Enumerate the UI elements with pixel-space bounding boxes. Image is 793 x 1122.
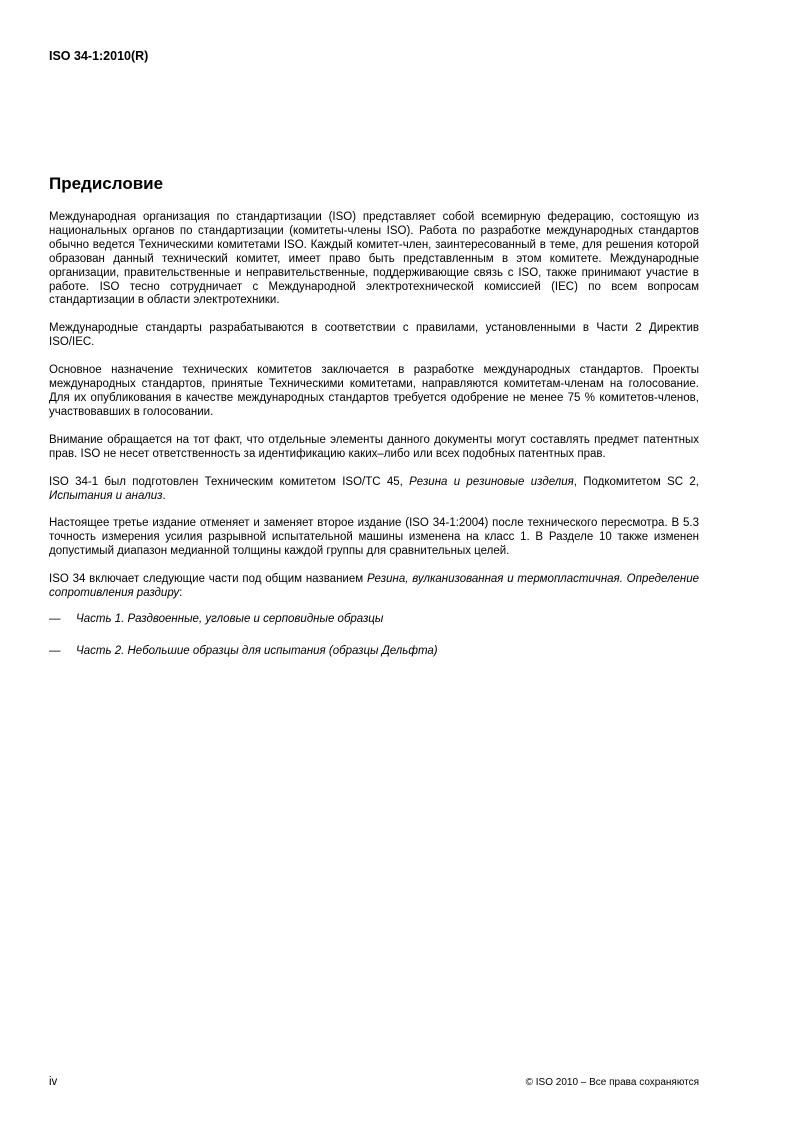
list-item-text: Часть 2. Небольшие образцы для испытания (образцы Дельфта) (76, 644, 438, 657)
page-number: iv (49, 1076, 58, 1088)
paragraph-committee-task: Основное назначение технических комитетов заключается в разработке международных стандартов. Проекты международных стандартов, принятые Техническими комитетами, направляются комитетам-членам на голосование. Для их опубликования в качестве международных стандартов требуется одобрение не менее 75 % комитетов-членов, участвовавших в голосовании. (49, 364, 699, 418)
paragraph-prepared-by (49, 476, 699, 504)
copyright-notice: © ISO 2010 – Все права сохраняются (525, 1077, 699, 1088)
parts-intro-end: : (179, 587, 183, 600)
list-dash: — (49, 612, 61, 625)
prepared-by-sub: , Подкомитетом SC 2, (573, 475, 699, 488)
list-dash: — (49, 644, 61, 657)
paragraph-parts-intro (49, 573, 699, 601)
prepared-by-text: ISO 34-1 был подготовлен Техническим комитетом ISO/TC 45, (49, 475, 410, 488)
parts-intro-text: ISO 34 включает следующие части под общим названием (49, 573, 367, 586)
paragraph-iso-organization: Международная организация по стандартизации (ISO) представляет собой всемирную федерацию, состоящую из национальных органов по стандартизации (комитеты-члены ISO). Работа по разработке международных стандартов обычно ведется Техническими комитетами ISO. Каждый комитет-член, заинтересованный в теме, для решения которой образован данный технический комитет, имеет право быть представленным в этом комитете. Международные организации, правительственные и неправительственные, поддерживающие связь с ISO, также принимают участие в работе. ISO тесно сотрудничает с Международной электротехнической комиссией (IEC) по всем вопросам стандартизации в области электротехники. (49, 211, 699, 307)
parts-list (49, 613, 699, 659)
page-title: Предисловие (49, 174, 164, 193)
committee-title: Резина и резиновые изделия (409, 475, 574, 488)
paragraph-directives: Международные стандарты разрабатываются в соответствии с правилами, установленными в Части 2 Директив ISO/IEC. (49, 322, 699, 349)
subcommittee-title: Испытания и анализ (49, 489, 163, 502)
document-body (49, 211, 699, 677)
general-title: Резина, вулканизованная и термопластичная. Определение сопротивления раздиру (49, 573, 699, 600)
document-id: ISO 34-1:2010(R) (49, 49, 149, 63)
prepared-by-end: . (162, 489, 166, 502)
paragraph-patent-rights: Внимание обращается на тот факт, что отдельные элементы данного документы могут составлять предмет патентных прав. ISO не несет ответственность за идентификацию каких–либо или всех подобных патентных прав. (49, 433, 699, 460)
list-item-text: Часть 1. Раздвоенные, угловые и серповидные образцы (76, 612, 384, 625)
list-item (49, 613, 699, 627)
list-item (49, 645, 699, 659)
paragraph-edition: Настоящее третье издание отменяет и заменяет второе издание (ISO 34-1:2004) после технического пересмотра. В 5.3 точность измерения усилия разрывной испытательной машины изменена на класс 1. В Разделе 10 также изменен допустимый диапазон медианной толщины каждой группы для сравнительных целей. (49, 517, 699, 558)
